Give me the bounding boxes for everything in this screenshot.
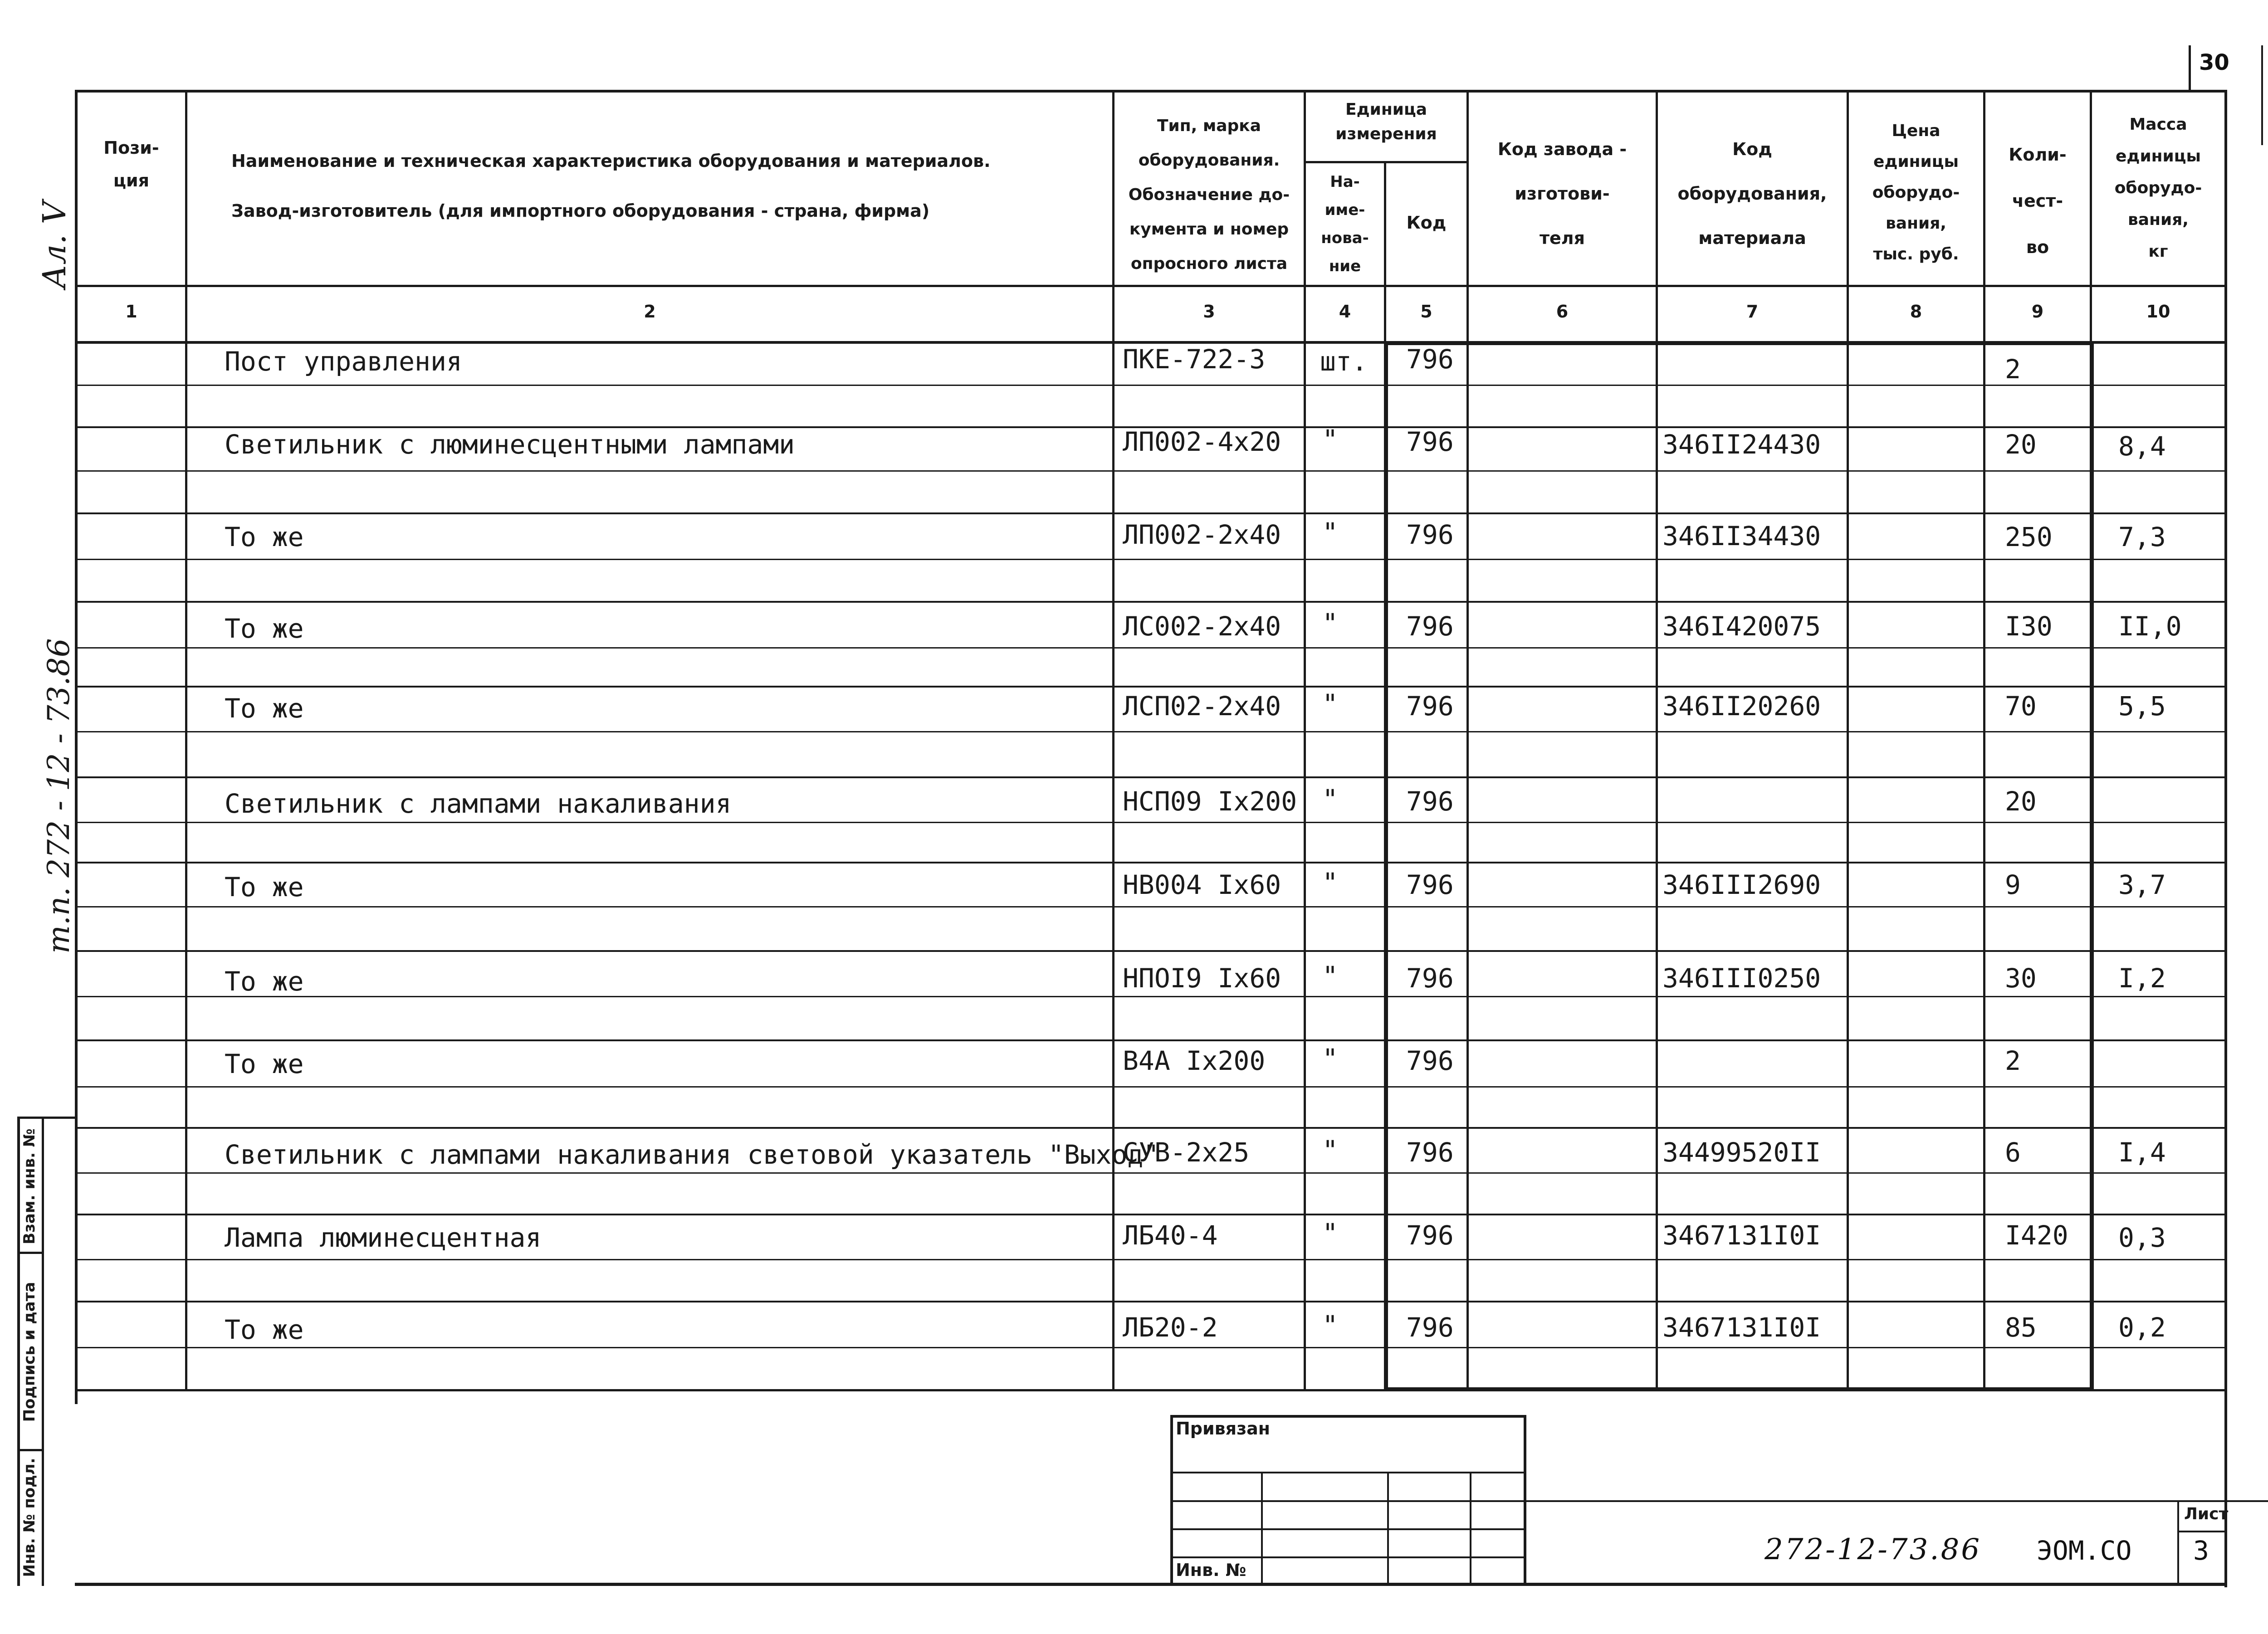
bold-box-top — [1384, 341, 2094, 345]
row-mass: 5,5 — [2118, 691, 2166, 722]
frame-right — [2224, 90, 2227, 1587]
row-line — [75, 862, 2227, 863]
row-quantity: 20 — [2005, 786, 2037, 817]
sheet-box-left — [2177, 1502, 2179, 1586]
row-type: СУВ-2х25 — [1123, 1137, 1250, 1168]
header-position: Пози- ция — [103, 138, 159, 190]
replaced-inventory-label: Взам. инв. № — [20, 1128, 39, 1244]
row-name: Светильник с лампами накаливания — [225, 788, 732, 819]
row-line — [75, 601, 2227, 603]
binding-col-3 — [1470, 1472, 1471, 1586]
row-line — [75, 1172, 2227, 1174]
project-reference: т.п. 272 - 12 - 73.86 — [41, 638, 76, 954]
row-type: НСП09 Iх200 — [1123, 786, 1297, 817]
row-type: ЛП002-4х20 — [1123, 426, 1281, 457]
row-mass: 8,4 — [2118, 431, 2166, 462]
row-type: ЛП002-2х40 — [1123, 519, 1281, 550]
row-unit-code: 796 — [1406, 1045, 1454, 1076]
row-quantity: I30 — [2005, 611, 2053, 642]
inventory-number-label: Инв. № — [1176, 1560, 1246, 1580]
row-unit: " — [1322, 688, 1338, 719]
row-line — [75, 1039, 2227, 1041]
row-line — [75, 470, 2227, 472]
column-number: 6 — [1556, 302, 1569, 322]
row-quantity: 2 — [2005, 1045, 2021, 1076]
row-line — [75, 950, 2227, 952]
column-number: 1 — [125, 302, 137, 322]
header-factory-code: Код завода - изготови- теля — [1497, 139, 1627, 248]
row-unit-code: 796 — [1406, 786, 1454, 817]
row-quantity: 30 — [2005, 963, 2037, 994]
binding-row-3 — [1170, 1528, 1526, 1530]
row-type: ЛС002-2х40 — [1123, 611, 1281, 642]
row-unit-code: 796 — [1406, 1137, 1454, 1168]
row-code: 346II20260 — [1662, 691, 1821, 722]
row-quantity: 85 — [2005, 1312, 2037, 1343]
row-mass: 0,3 — [2118, 1222, 2166, 1253]
row-unit: " — [1322, 517, 1338, 548]
row-type: ЛБ40-4 — [1123, 1220, 1218, 1251]
binding-row-4 — [1170, 1556, 1526, 1558]
col-line-2 — [1112, 90, 1114, 1391]
row-unit-code: 796 — [1406, 519, 1454, 550]
row-unit-code: 796 — [1406, 691, 1454, 722]
signature-date-label: Подпись и дата — [20, 1282, 39, 1422]
row-unit-code: 796 — [1406, 1220, 1454, 1251]
row-unit-code: 796 — [1406, 426, 1454, 457]
page-number-box-line — [2189, 45, 2191, 91]
row-code: 346III0250 — [1662, 963, 1821, 994]
row-type: ЛСП02-2х40 — [1123, 691, 1281, 722]
header-unit-code: Код — [1406, 213, 1447, 233]
row-type: НПОI9 Iх60 — [1123, 963, 1281, 994]
row-name: То же — [225, 522, 304, 552]
row-type: ЛБ20-2 — [1123, 1312, 1218, 1343]
row-line — [75, 1086, 2227, 1088]
row-name: То же — [225, 966, 304, 997]
col-line-3 — [1304, 90, 1306, 1391]
row-code: 34499520II — [1662, 1137, 1821, 1168]
row-mass: 0,2 — [2118, 1312, 2166, 1343]
row-type: ПКЕ-722-3 — [1123, 344, 1266, 375]
row-mass: 7,3 — [2118, 522, 2166, 552]
row-mass: I,4 — [2118, 1137, 2166, 1168]
row-line — [75, 906, 2227, 907]
row-name: Лампа люминесцентная — [225, 1222, 542, 1253]
col-line-8 — [1983, 90, 1985, 1391]
row-unit: " — [1322, 867, 1338, 898]
document-code: 272-12-73.86 — [1765, 1533, 1982, 1566]
column-number: 9 — [2031, 302, 2044, 322]
row-quantity: 20 — [2005, 429, 2037, 460]
header-name: Наименование и техническая характеристика оборудования и материалов. Завод-изготовитель (для импортного оборудования - страна, фирма) — [231, 151, 991, 221]
header-unit-group: Единица измерения — [1335, 100, 1437, 143]
row-line — [75, 1259, 2227, 1260]
col-line-4-bold — [1384, 341, 1388, 1391]
column-number: 5 — [1420, 302, 1432, 322]
side-box-right — [42, 1117, 44, 1586]
row-unit: " — [1322, 784, 1338, 815]
right-edge-line — [2261, 45, 2263, 145]
row-unit: " — [1322, 608, 1338, 639]
column-number: 2 — [644, 302, 656, 322]
row-code: 346II24430 — [1662, 429, 1821, 460]
row-code: 34671З1I0I — [1662, 1312, 1821, 1343]
header-unit-name: На- име- нова- ние — [1321, 173, 1369, 275]
row-code: 34671З1I0I — [1662, 1220, 1821, 1251]
row-unit-code: 796 — [1406, 963, 1454, 994]
binding-col-2 — [1387, 1472, 1389, 1586]
row-name: Светильник с люминесцентными лампами — [225, 429, 795, 460]
column-number: 8 — [1910, 302, 1922, 322]
col-line-6 — [1656, 90, 1658, 1391]
column-number: 3 — [1203, 302, 1215, 322]
row-quantity: 6 — [2005, 1137, 2021, 1168]
row-line — [75, 559, 2227, 560]
row-name: То же — [225, 872, 304, 902]
row-unit: " — [1322, 1218, 1338, 1249]
row-mass: II,0 — [2118, 611, 2182, 642]
title-block-line — [1170, 1500, 2268, 1502]
column-number: 4 — [1339, 302, 1351, 322]
row-unit: " — [1322, 961, 1338, 991]
header-quantity: Коли- чест- во — [2009, 145, 2067, 257]
row-quantity: 70 — [2005, 691, 2037, 722]
row-type: В4А Iх200 — [1123, 1045, 1266, 1076]
row-quantity: 2 — [2005, 354, 2021, 385]
sheet-label: Лист — [2184, 1505, 2229, 1523]
row-code: 346III2690 — [1662, 869, 1821, 900]
row-name: То же — [225, 693, 304, 724]
row-line — [75, 822, 2227, 823]
document-mark: ЭОМ.СО — [2037, 1535, 2132, 1566]
row-line — [75, 776, 2227, 778]
binding-row-1 — [1170, 1472, 1526, 1473]
row-unit-code: 796 — [1406, 1312, 1454, 1343]
row-mass: 3,7 — [2118, 869, 2166, 900]
frame-top — [75, 90, 2227, 93]
row-line — [75, 647, 2227, 649]
row-name: Светильник с лампами накаливания световой указатель "Выход" — [225, 1139, 1159, 1170]
row-line — [75, 1214, 2227, 1215]
row-line — [75, 1301, 2227, 1302]
row-type: НВ004 Iх60 — [1123, 869, 1281, 900]
column-number: 10 — [2146, 302, 2170, 322]
col-line-1 — [185, 90, 187, 1391]
row-unit-code: 796 — [1406, 611, 1454, 642]
row-name: То же — [225, 1314, 304, 1345]
col-line-9-bold — [2090, 341, 2094, 1391]
row-code: 346II34430 — [1662, 521, 1821, 551]
row-unit-code: 796 — [1406, 869, 1454, 900]
header-bottom-line — [75, 285, 2227, 287]
row-unit: шт. — [1320, 346, 1368, 377]
header-price: Цена единицы оборудо- вания, тыс. руб. — [1872, 122, 1960, 263]
col-line-7 — [1847, 90, 1849, 1391]
header-mass: Масса единицы оборудо- вания, кг — [2114, 115, 2202, 261]
frame-bottom — [75, 1583, 2227, 1586]
binding-box-top — [1170, 1415, 1526, 1418]
sheet-number: 3 — [2193, 1535, 2209, 1566]
row-name: Пост управления — [225, 346, 462, 377]
row-quantity: 250 — [2005, 522, 2053, 552]
row-unit-code: 796 — [1406, 344, 1454, 375]
row-mass: I,2 — [2118, 963, 2166, 994]
row-name: То же — [225, 613, 304, 644]
row-line — [75, 1347, 2227, 1348]
row-code: 346I420075 — [1662, 611, 1821, 642]
original-inventory-label: Инв. № подл. — [20, 1458, 39, 1577]
row-line — [75, 385, 2227, 386]
row-line — [75, 512, 2227, 514]
row-quantity: 9 — [2005, 869, 2021, 900]
unit-group-line — [1304, 161, 1469, 163]
row-line — [75, 996, 2227, 997]
header-type: Тип, марка оборудования. Обозначение до- кумента и номер опросного листа — [1128, 117, 1290, 273]
col-line-5 — [1466, 90, 1469, 1391]
binding-col-1 — [1261, 1472, 1263, 1586]
album-label: Ал. V — [36, 201, 73, 289]
row-unit: " — [1322, 424, 1338, 455]
row-unit: " — [1322, 1043, 1338, 1074]
binding-label: Привязан — [1176, 1419, 1271, 1439]
page-number: 30 — [2199, 50, 2229, 75]
bold-box-bottom — [1384, 1387, 2094, 1391]
row-unit: " — [1322, 1135, 1338, 1166]
row-quantity: I420 — [2005, 1220, 2068, 1251]
header-equipment-code: Код оборудования, материала — [1677, 139, 1827, 248]
sheet-box-sep — [2177, 1531, 2227, 1532]
row-name: То же — [225, 1049, 304, 1079]
row-line — [75, 686, 2227, 688]
row-unit: " — [1322, 1310, 1338, 1341]
row-line — [75, 731, 2227, 732]
row-line — [75, 1127, 2227, 1129]
column-number: 7 — [1746, 302, 1759, 322]
